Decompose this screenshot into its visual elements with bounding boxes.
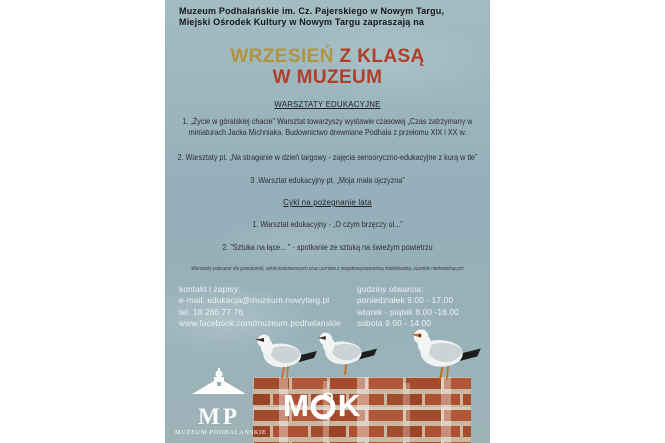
contact-block [179, 284, 341, 330]
contact-phone: tel. 18 266 77 76 [179, 306, 244, 317]
mok-circle-icon [309, 391, 337, 421]
mok-letter-k: K [337, 388, 360, 423]
workshop-item-3: 3 .Warsztat edukacyjny pt. „Moja mała ojczyzna” [250, 176, 405, 185]
organizer-line-1: Muzeum Podhalańskie im. Cz. Pajerskiego w Nowym Targu, [179, 6, 445, 16]
contact-email: e-mail: edukacja@muzeum.nowytarg.pl [179, 295, 330, 306]
organizer-line-2: Miejski Ośrodek Kultury w Nowym Targu zapraszają na [179, 17, 425, 27]
workshop-item-1: 1. „Życie w góralskiej chacie” Warsztat towarzyszy wystawie czasowej „Czas zatrzymany w miniaturach Jacka Michniaka. Budownictwo drewniane Podhala z przełomu XIX i XX w. [182, 117, 473, 137]
contact-heading: kontakt i zapisy: [179, 284, 241, 294]
museum-podhalanskie-logo [175, 368, 267, 436]
hours-heading: godziny otwarcia: [357, 284, 424, 294]
poster-title-line1 [165, 46, 490, 67]
seagull-icon [317, 329, 379, 376]
event-poster [165, 0, 490, 443]
seagull-icon [411, 321, 483, 385]
poster-title-line2: W MUZEUM [272, 67, 383, 88]
seagull-icon [255, 331, 319, 379]
hours-tue-fri: wtorek - piątek 8.00 -16.00 [357, 306, 459, 317]
audience-note: Warsztaty polecane dla przedszkoli, szkół podstawowych oraz uczniów z niepełnosprawnością intelektualną, uczniów niedowidzących [191, 266, 464, 272]
hours-monday: poniedziałek 9.00 - 17.00 [357, 295, 454, 306]
mok-logo [283, 390, 359, 421]
organizer-header [179, 6, 481, 28]
mp-caption: MUZEUM PODHALAŃSKIE [175, 429, 267, 436]
mok-letter-m: M [283, 388, 308, 423]
section-heading-cykl: Cykl na pożegnanie lata [283, 197, 372, 207]
section-heading-warsztaty: WARSZTATY EDUKACYJNE [274, 99, 381, 109]
church-tower-icon [188, 368, 250, 400]
hours-saturday: sobota 9.00 - 14.00 [357, 318, 432, 329]
workshop-item-2: 2. Warsztaty pt. „Na straganie w dzień targowy - zajęcia sensoryczno-edukacyjne z kurą w tle” [177, 153, 478, 162]
title-word-z-klasa: Z KLASĄ [333, 46, 425, 67]
title-word-wrzesien: WRZESIEŃ [230, 46, 334, 67]
contact-facebook: www.facebook.com/muzeum.podhalanskie [179, 318, 341, 329]
cykl-item-2: 2. ”Sztuka na łące... ” - spotkanie ze sztuką na świeżym powietrzu [222, 243, 433, 252]
mp-initials: MP [198, 404, 240, 429]
cykl-item-1: 1. Warsztat edukacyjny - „O czym brzęczy ul...” [252, 220, 403, 229]
